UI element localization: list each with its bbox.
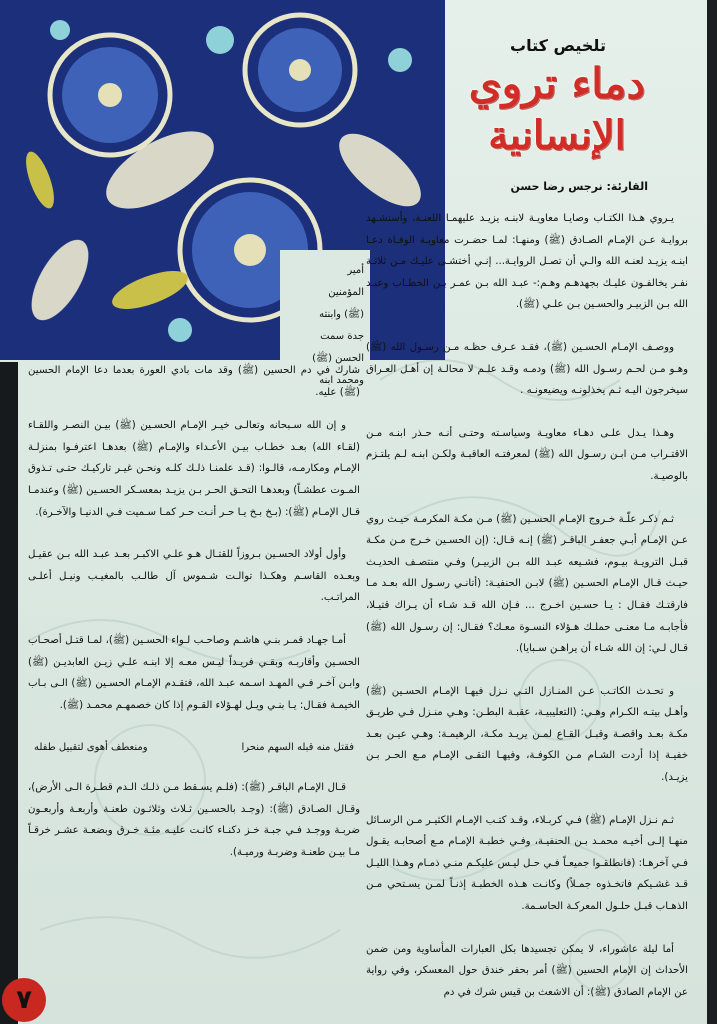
right-dark-bar <box>707 0 717 1024</box>
paragraph: وأول أولاد الحسـين بـروزاً للقتـال هـو علـي الاكبـر بعـد عبـد الله بـن عقيـل وبعـده القاسـم وهكـذا توالـت شـموس آل طالـب بالمغيـب ونيـل أعلـى المراتـب. <box>28 549 360 604</box>
paragraph: ثـم نـزل الإمـام (ﷺ) فـي كربـلاء، وقـد كتـب الإمـام الكثيـر مـن الرسـائل منهـا إلـى أخيـه محمـد بـن الحنفيـة، وفـي خطبـة الإمـام مـع أصحابـه يقـول فـي آخرهـا: (فانطلقـوا جميعـاً فـي حـل ليـس عليكـم منـي ذمـام وهـذا الليـل قـد غشـيكم فاتخـذوه جمـلاً) وكانـت هـذه الخطبـة إذنـاً لمـن يسـتحي مـن الذهـاب قبـل حلـول المعركـة الحاسـمة. <box>366 814 688 913</box>
title-line-2: الإنسانية <box>488 112 626 159</box>
page-number-badge: ٧ <box>2 978 46 1022</box>
side-line: أمير <box>347 265 364 276</box>
paragraph: و إن الله سـبحانه وتعالـى خيـر الإمـام الحسـين (ﷺ) بيـن النصـر واللقـاء (لقـاء الله) بعـد خطـاب بيـن الأعـداء والإمـام (ﷺ) بعدهـا اعترفـوا بمنزلـة الإمـام ومكارمـه، قالـوا: (قـد علمنـا ذلـك كلـه ونحـن غيـر تاركيـك حتـى تـذوق المـوت عطشـاً) وبعدهـا التحـق الحـر بـن يزيـد بمعسـكر الحسـين (ﷺ) وعندمـا قـال الإمـام (ﷺ): (بـخ بـخ يـا حـر أنـت حـر كمـا سـميت فـي الدنيـا والآخـرة). <box>28 420 360 518</box>
left-article-column <box>28 360 360 884</box>
paragraph: أمـا جهـاد قمـر بنـي هاشـم وصاحـب لـواء الحسـين (ﷺ)، لمـا قتـل أصحـاب الحسـين وأقاربـه وبقـي فريـداً ليـس معـه إلا ابنـه علـي زيـن العابديـن (ﷺ) وابـن آخـر فـي المهـد اسـمه عبـد الله، فتقـدم الإمـام الحسـين (ﷺ) الـى بـاب الخيمـة فقـال: يـا بنـي ويـل لهـؤلاء القـوم إذا كان خصمهـم محمـد (ﷺ). <box>28 634 360 711</box>
side-line: جدة سمت <box>320 331 364 342</box>
paragraph: و تحـدث الكاتـب عـن المنـازل التـي نـزل فيهـا الإمـام الحسـين (ﷺ) وأهـل بيتـه الكـرام وهـي: (التعليبيـة، عقبـة البطـن: وهـي منـزل فـي طريـق مكـة بعـد واقصـة وقبـل القـاع لمـن يريـد مكـة، الرهيمـة: وهـي عيـن بعـد خفيـة إذا أردت الشـام مـن الكوفـة، وفيهـا التقـى الإمـام مـع الحـر بـن يزيـد). <box>366 685 688 784</box>
paragraph: يـروي هـذا الكتـاب وصايـا معاويـة لابنـه يزيـد عليهمـا اللعنـة، وأستشـهد بروايـة عـن الإمـام الصـادق (ﷺ) ومنهـا: لمـا حضـرت معاويـة الوفـاة دعـا ابنـه يزيـد لعنـه الله والـي أن تصـل الروايـة... إنـي أختشـى عليـك مـن ثلاثـة نفـر يخالفـون عليـك بجهدهـم وهـم:- عبـد الله بـن عمـر بـن الخطـاب وعبـد الله بـن الزبيـر والحسـين بـن علـي (ﷺ). <box>366 213 688 311</box>
side-line: ومحمد ابنه <box>319 375 364 386</box>
verse-hemistich-left: ومنعطف أهوى لتقبيل طفله <box>34 742 148 754</box>
poem-verse <box>34 737 354 759</box>
author-line: القارئة: نرجس رضا حسن <box>510 180 648 193</box>
title-line-1: دماء تروي <box>468 59 646 108</box>
paragraph: قـال الإمـام الباقـر (ﷺ): (فلـم يسـقط مـن ذلـك الـدم قطـرة الـى الأرض)، وقـال الصـادق (ﷺ): (وجـد بالحسـين ثـلاث وثلاثـون طعنـة وأربعـة وأربعـون ضربـة ووجـد فـي جبـة خـز دكنـاء كانـت عليـه مئـة خـرق وبضعـة عشـر خرقـاً مـا بيـن طعنـة وضربـة ورميـة). <box>28 781 360 858</box>
paragraph: ثـم ذكـر علّـة خـروج الإمـام الحسـين (ﷺ) مـن مكـة المكرمـة حيـث روي عـن الإمـام أبـي جعفـر الباقـر (ﷺ) إنـه قـال: (إن الحسـين خـرج مـن مكـة قبـل الترويـة بيـوم، فشـيعه عبـد الله بـن الزبيـر) وفـي منتصـف الحديـث حيـث قـال الإمـام الحسـين (ﷺ) لابـن الحنفيـة: (أتانـي رسـول الله بعـد مـا فارقتـك فقـال : يـا حسـين اخـرج ... فـإن الله قـد شـاء أن يـراك قتيـلا، فأجابـه مـا معنـى حملـك هـؤلاء النسـوة معـك؟ فقـال: إن رسـول الله (ﷺ) قـال لـي: إن الله شـاء أن يراهـن سـبايا). <box>366 513 688 655</box>
right-article-column <box>366 208 688 1024</box>
paragraph: أما ليلة عاشوراء، لا يمكن تجسيدها بكل العبارات المأساوية ومن ضمن الأحداث إن الإمام الحسين (ﷺ) أمر بحفر خندق حول المعسكر، وفي رواية عن الإمام الصادق (ﷺ): أن الاشعث بن قيس شرك في دم <box>366 943 688 998</box>
paragraph: ووصـف الإمـام الحسـين (ﷺ)، فقـد عـرف حظـه مـن رسـول الله (ﷺ) وهـو مـن لحـم رسـول الله (ﷺ) ودمـه وقـد علـم لا محالـة إن أهـل العـراق سيخرجون اليـه ثـم يخذلونـه ويضيعونـه . <box>366 341 688 397</box>
header-kicker: تلخيص كتاب <box>510 36 606 55</box>
verse-hemistich-right: فقتل منه قبله السهم منحرا <box>241 742 354 754</box>
page-title <box>452 58 662 162</box>
side-line: الحسن (ﷺ) <box>312 353 364 364</box>
paragraph: وهـذا يـدل علـى دهـاء معاويـة وسياسـته وحتـى أنـه حـذر ابنـه مـن الاقتـراب مـن ابـن رسـول الله (ﷺ) لمعرفتـه العاقبـة ولكـن ابنـه لـم يلتـزم بالوصيـة. <box>366 427 688 482</box>
paragraph: شارك في دم الحسين (ﷺ) وقد مات بادي العورة بعدما دعا الإمام الحسين (ﷺ) عليه. <box>28 365 360 398</box>
left-dark-bar <box>0 362 18 1024</box>
side-line: (ﷺ) وابنته <box>319 309 364 320</box>
side-line: المؤمنين <box>328 287 364 298</box>
